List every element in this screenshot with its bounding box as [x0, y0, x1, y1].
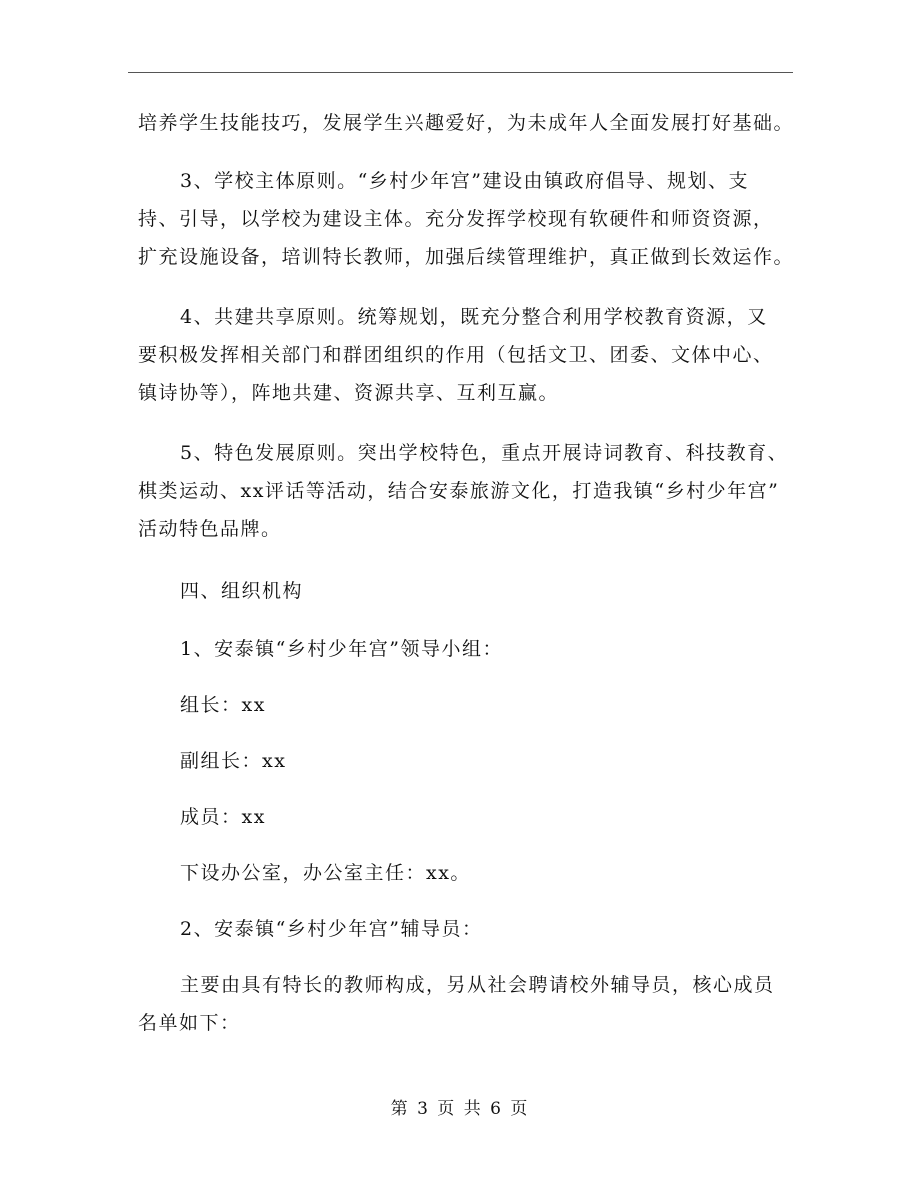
paragraph-line: 3、学校主体原则。“乡村少年宫”建设由镇政府倡导、规划、支: [180, 170, 750, 192]
paragraph-line: 活动特色品牌。: [138, 518, 282, 540]
paragraph-line: 要积极发挥相关部门和群团组织的作用（包括文卫、团委、文体中心、: [138, 344, 774, 366]
subsection-counselors: [138, 910, 798, 948]
paragraph-line: 2、安泰镇“乡村少年宫”辅导员：: [180, 918, 483, 940]
paragraph-line: 成员：xx: [180, 806, 266, 828]
paragraph-line: 持、引导，以学校为建设主体。充分发挥学校现有软硬件和师资资源，: [138, 208, 774, 230]
paragraph-line: 扩充设施设备，培训特长教师，加强后续管理维护，真正做到长效运作。: [138, 246, 795, 268]
paragraph-line: 4、共建共享原则。统筹规划，既充分整合利用学校教育资源，又: [180, 306, 768, 328]
paragraph-line: 镇诗协等），阵地共建、资源共享、互利互赢。: [138, 382, 560, 404]
paragraph-line: 棋类运动、xx评话等活动，结合安泰旅游文化，打造我镇“乡村少年宫”: [138, 480, 780, 502]
members-line: [138, 798, 798, 836]
deputy-leader-line: [138, 742, 798, 780]
office-line: [138, 854, 798, 892]
paragraph-line: 下设办公室，办公室主任：xx。: [180, 862, 471, 884]
subsection-leadership-group: [138, 630, 798, 668]
paragraph-counselor-composition: [138, 966, 798, 1042]
section-heading: [138, 572, 798, 610]
header-rule: [128, 72, 793, 73]
heading-text: 四、组织机构: [180, 580, 304, 602]
paragraph-line: 副组长：xx: [180, 750, 287, 772]
paragraph-line: 5、特色发展原则。突出学校特色，重点开展诗词教育、科技教育、: [180, 442, 789, 464]
paragraph-line: 组长：xx: [180, 694, 266, 716]
paragraph-line: 主要由具有特长的教师构成，另从社会聘请校外辅导员，核心成员: [180, 974, 775, 996]
paragraph-school-principle: [138, 162, 798, 276]
paragraph-feature-principle: [138, 434, 798, 548]
paragraph-line: 1、安泰镇“乡村少年宫”领导小组：: [180, 638, 504, 660]
paragraph-line: 培养学生技能技巧，发展学生兴趣爱好，为未成年人全面发展打好基础。: [138, 112, 795, 134]
page-number-footer: 第 3 页 共 6 页: [390, 1099, 530, 1119]
paragraph-line: 名单如下：: [138, 1012, 241, 1034]
paragraph-continuation: [138, 104, 798, 142]
paragraph-shared-principle: [138, 298, 798, 412]
group-leader-line: [138, 686, 798, 724]
